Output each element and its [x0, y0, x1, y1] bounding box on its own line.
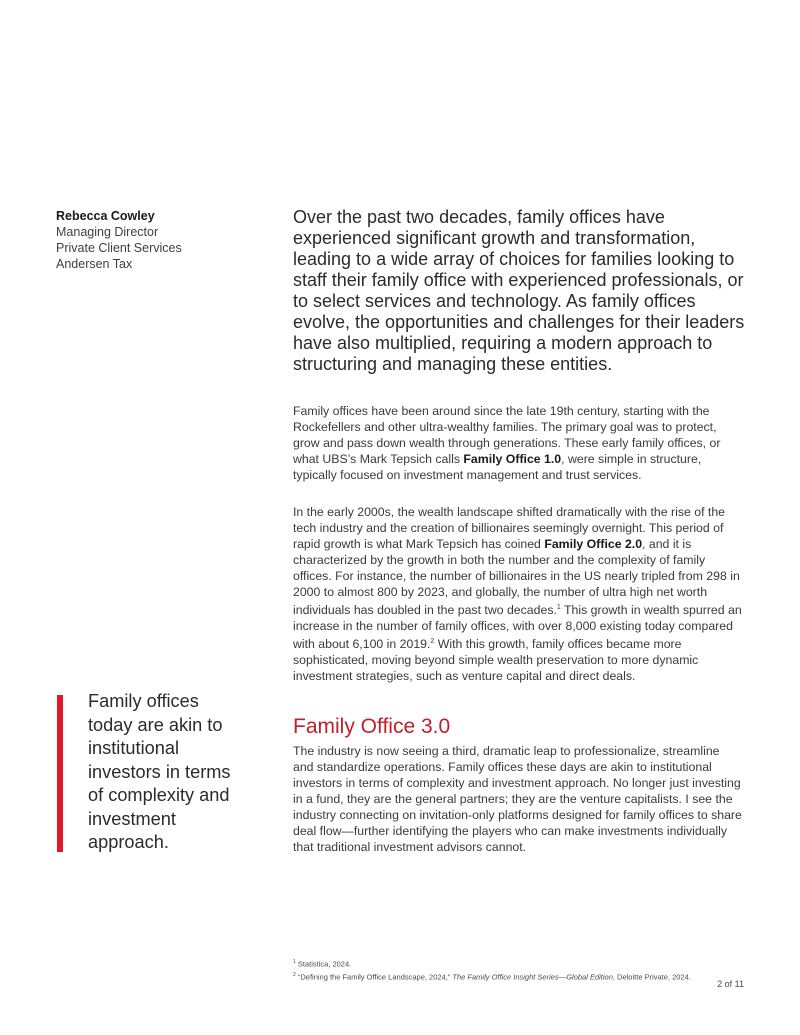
footnote-ref-1: 1: [556, 604, 561, 611]
p2-bold: Family Office 2.0: [544, 537, 643, 551]
author-title: Managing Director: [56, 225, 159, 239]
footnote-2-text-a: “Defining the Family Office Landscape, 2024,”: [295, 972, 453, 982]
p1-text-a: Family offices have been around since the late 19th century, starting with the Rockefellers and other ultra-wealthy families. The primary goal was to protect, grow and pass down wealth through generations. These early family offices, or what UBS’s Mark Tepsich calls: [293, 404, 721, 466]
footnote-1-text: Statistica, 2024.: [295, 959, 352, 969]
author-department: Private Client Services: [56, 241, 182, 255]
footnote-1: [293, 957, 753, 970]
p2-text-d: With this growth, family offices became more sophisticated, moving beyond simple wealth preservation to more dynamic investment strategies, such as venture capital and direct deals.: [293, 637, 699, 684]
p1-bold: Family Office 1.0: [463, 452, 562, 466]
body-paragraph-2: [293, 504, 743, 684]
intro-paragraph: Over the past two decades, family offices have experienced significant growth and transformation, leading to a wide array of choices for families looking to staff their family office with experienced professionals, or to select services and technology. As family offices evolve, the opportunities and challenges for their leaders have also multiplied, requiring a modern approach to structuring and managing these entities.: [293, 207, 745, 374]
footnote-2-italic: The Family Office Insight Series—Global Edition: [452, 972, 613, 982]
author-company: Andersen Tax: [56, 257, 133, 271]
footnote-2-number: 2: [293, 972, 296, 978]
footnote-1-number: 1: [293, 959, 296, 965]
p2-text-b: , and it is characterized by the growth in both the number and the complexity of family offices. For instance, the number of billionaires in the US nearly tripled from 298 in 2000 to almost 800 by 2023, and globally, the number of ultra high net worth individuals has doubled in the past two decades.: [293, 537, 740, 618]
pullquote: Family offices today are akin to institutional investors in terms of complexity and investment approach.: [88, 691, 231, 852]
author-block: [56, 208, 256, 272]
pullquote-bar: [57, 695, 63, 852]
footnote-ref-2: 2: [430, 638, 435, 646]
p2-text-a: In the early 2000s, the wealth landscape shifted dramatically with the rise of the tech industry and the creation of billionaires seemingly overnight. This period of rapid growth is what Mark Tepsich has coined: [293, 505, 726, 551]
author-name: Rebecca Cowley: [56, 209, 155, 223]
p1-text-b: , were simple in structure, typically focused on investment management and trust services.: [293, 452, 702, 482]
p2-text-c: This growth in wealth spurred an increase in the number of family offices, with over 8,000 existing today compared with about 6,100 in 2019.: [293, 603, 742, 652]
page-number: 2 of 11: [717, 979, 744, 989]
footnote-2: [293, 970, 753, 983]
body-paragraph-1: [293, 403, 743, 483]
footnotes: [293, 957, 753, 983]
footnote-2-text-b: , Deloitte Private, 2024.: [612, 972, 691, 982]
body-paragraph-3: The industry is now seeing a third, dramatic leap to professionalize, streamline and standardize operations. Family offices these days are akin to institutional investors in terms of complexity and investment approach. No longer just investing in a fund, they are the general partners; they are the venture capitalists. I see the industry connecting on invitation-only platforms designed for family offices to share deal flow—further identifying the players who can make investments individually that traditional investment advisors cannot.: [293, 744, 742, 854]
section-heading: Family Office 3.0: [293, 715, 451, 738]
